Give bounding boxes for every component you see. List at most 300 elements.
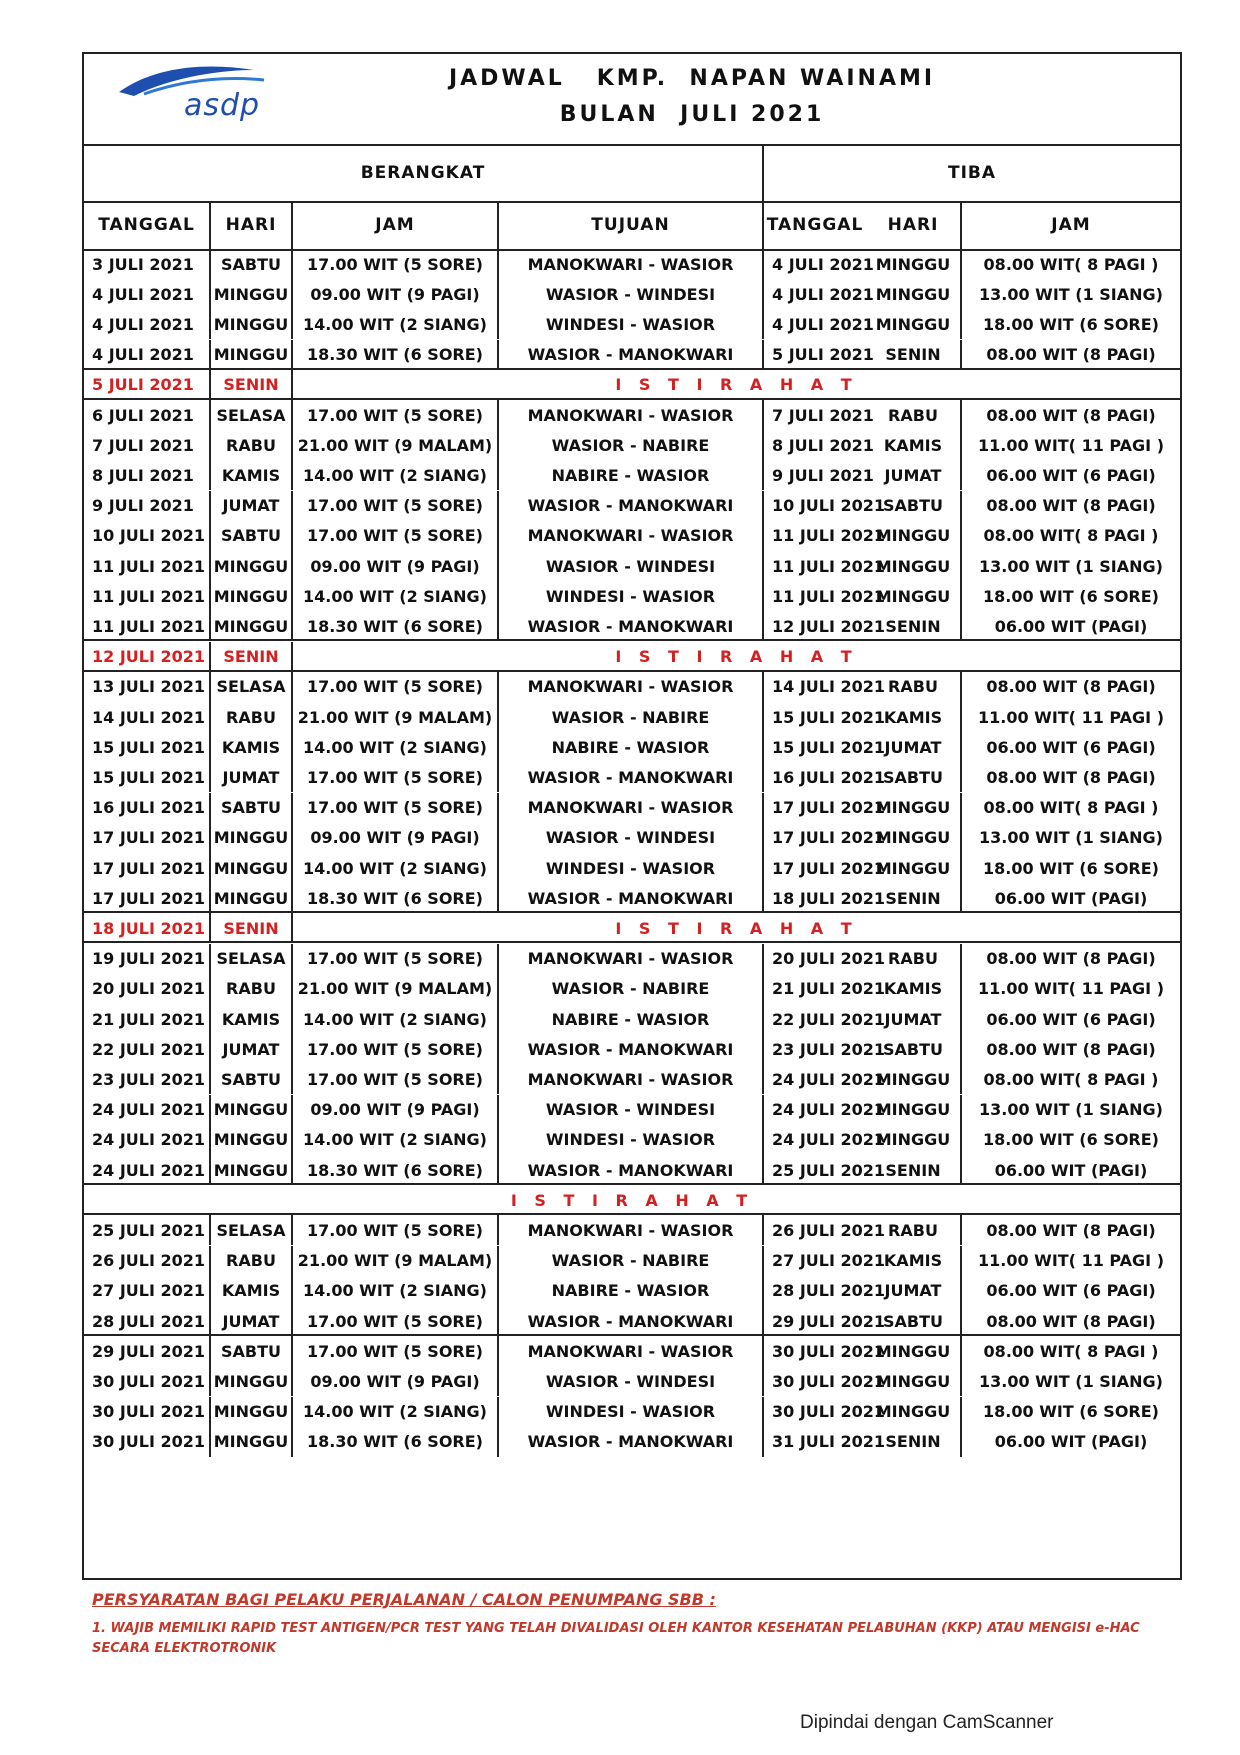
arrive-day-cell: MINGGU xyxy=(875,1069,951,1089)
depart-day-cell: JUMAT xyxy=(222,1311,280,1331)
arrive-day-cell: RABU xyxy=(888,405,938,425)
depart-time-cell: 17.00 WIT (5 SORE) xyxy=(307,677,483,697)
table-row xyxy=(84,974,1180,1004)
depart-day-cell: JUMAT xyxy=(222,767,280,787)
depart-time-cell: 17.00 WIT (5 SORE) xyxy=(307,254,483,274)
depart-date-cell: 13 JULI 2021 xyxy=(92,677,206,697)
depart-time-cell: 17.00 WIT (5 SORE) xyxy=(307,526,483,546)
depart-date-cell: 11 JULI 2021 xyxy=(92,586,206,606)
depart-day-cell: SELASA xyxy=(216,949,286,969)
route-cell: WASIOR - MANOKWARI xyxy=(527,1311,734,1331)
depart-time-cell: 14.00 WIT (2 SIANG) xyxy=(303,465,487,485)
arrive-date-cell: 24 JULI 2021 xyxy=(772,1069,886,1089)
arrive-time-cell: 18.00 WIT (6 SORE) xyxy=(983,858,1159,878)
arrive-date-cell: 17 JULI 2021 xyxy=(772,798,886,818)
route-cell: WASIOR - MANOKWARI xyxy=(527,345,734,365)
arrive-time-cell: 06.00 WIT (6 PAGI) xyxy=(986,1009,1156,1029)
logo-text: asdp xyxy=(184,88,261,123)
arrive-date-cell: 15 JULI 2021 xyxy=(772,737,886,757)
arrive-time-cell: 13.00 WIT (1 SIANG) xyxy=(979,1100,1163,1120)
col-header-depart-day: HARI xyxy=(225,215,277,235)
table-row xyxy=(84,823,1180,853)
route-cell: WASIOR - NABIRE xyxy=(551,435,710,455)
arrive-date-cell: 9 JULI 2021 xyxy=(772,465,874,485)
arrive-day-cell: MINGGU xyxy=(875,1402,951,1422)
route-cell: NABIRE - WASIOR xyxy=(551,465,710,485)
arrive-date-cell: 4 JULI 2021 xyxy=(772,254,874,274)
route-cell: WASIOR - WINDESI xyxy=(545,828,716,848)
arrive-time-cell: 06.00 WIT (PAGI) xyxy=(994,888,1148,908)
depart-day-cell: SABTU xyxy=(220,1341,281,1361)
route-cell: WASIOR - MANOKWARI xyxy=(527,888,734,908)
arrive-day-cell: SENIN xyxy=(885,345,941,365)
depart-day-cell: MINGGU xyxy=(213,1402,289,1422)
depart-day-cell: SENIN xyxy=(223,375,279,395)
rest-label: I S T I R A H A T xyxy=(615,375,858,395)
depart-date-cell: 21 JULI 2021 xyxy=(92,1009,206,1029)
depart-time-cell: 18.30 WIT (6 SORE) xyxy=(307,1432,483,1452)
route-cell: WINDESI - WASIOR xyxy=(545,586,716,606)
title-block xyxy=(84,54,1180,146)
table-row xyxy=(84,1125,1180,1155)
arrive-time-cell: 08.00 WIT (8 PAGI) xyxy=(986,1039,1156,1059)
table-row xyxy=(84,853,1180,883)
arrive-day-cell: MINGGU xyxy=(875,1371,951,1391)
arrive-time-cell: 11.00 WIT( 11 PAGI ) xyxy=(977,435,1165,455)
depart-day-cell: KAMIS xyxy=(221,465,281,485)
arrive-date-cell: 7 JULI 2021 xyxy=(772,405,874,425)
depart-date-cell: 30 JULI 2021 xyxy=(92,1371,206,1391)
arrive-day-cell: KAMIS xyxy=(883,435,943,455)
arrive-group-header: TIBA xyxy=(947,162,997,183)
arrive-date-cell: 11 JULI 2021 xyxy=(772,586,886,606)
arrive-date-cell: 8 JULI 2021 xyxy=(772,435,874,455)
rest-row xyxy=(84,913,1180,943)
depart-time-cell: 17.00 WIT (5 SORE) xyxy=(307,949,483,969)
depart-time-cell: 21.00 WIT (9 MALAM) xyxy=(297,1251,493,1271)
depart-date-cell: 19 JULI 2021 xyxy=(92,949,206,969)
depart-date-cell: 14 JULI 2021 xyxy=(92,707,206,727)
depart-day-cell: MINGGU xyxy=(213,1371,289,1391)
depart-time-cell: 14.00 WIT (2 SIANG) xyxy=(303,1281,487,1301)
rest-row xyxy=(84,370,1180,400)
depart-time-cell: 18.30 WIT (6 SORE) xyxy=(307,345,483,365)
depart-date-cell: 30 JULI 2021 xyxy=(92,1432,206,1452)
arrive-time-cell: 18.00 WIT (6 SORE) xyxy=(983,1402,1159,1422)
table-row xyxy=(84,249,1180,279)
depart-date-cell: 10 JULI 2021 xyxy=(92,526,206,546)
arrive-time-cell: 06.00 WIT (6 PAGI) xyxy=(986,1281,1156,1301)
arrive-time-cell: 06.00 WIT (PAGI) xyxy=(994,1160,1148,1180)
arrive-date-cell: 4 JULI 2021 xyxy=(772,314,874,334)
arrive-time-cell: 08.00 WIT( 8 PAGI ) xyxy=(983,1069,1159,1089)
document-subtitle: BULAN JULI 2021 xyxy=(559,102,825,127)
col-header-route: TUJUAN xyxy=(591,215,670,235)
arrive-time-cell: 08.00 WIT (8 PAGI) xyxy=(986,345,1156,365)
route-cell: WINDESI - WASIOR xyxy=(545,1402,716,1422)
arrive-day-cell: MINGGU xyxy=(875,798,951,818)
depart-date-cell: 22 JULI 2021 xyxy=(92,1039,206,1059)
arrive-time-cell: 08.00 WIT (8 PAGI) xyxy=(986,1220,1156,1240)
arrive-day-cell: MINGGU xyxy=(875,586,951,606)
depart-date-cell: 29 JULI 2021 xyxy=(92,1341,206,1361)
table-row xyxy=(84,400,1180,430)
depart-day-cell: MINGGU xyxy=(213,556,289,576)
arrive-day-cell: KAMIS xyxy=(883,707,943,727)
arrive-date-cell: 17 JULI 2021 xyxy=(772,828,886,848)
depart-day-cell: MINGGU xyxy=(213,314,289,334)
route-cell: NABIRE - WASIOR xyxy=(551,1009,710,1029)
requirements-heading: PERSYARATAN BAGI PELAKU PERJALANAN / CALON PENUMPANG SBB : xyxy=(92,1590,716,1609)
route-cell: MANOKWARI - WASIOR xyxy=(527,798,734,818)
table-row xyxy=(84,340,1180,370)
table-row xyxy=(84,793,1180,823)
depart-time-cell: 14.00 WIT (2 SIANG) xyxy=(303,1009,487,1029)
depart-day-cell: RABU xyxy=(226,1251,276,1271)
depart-date-cell: 4 JULI 2021 xyxy=(92,314,194,334)
depart-time-cell: 17.00 WIT (5 SORE) xyxy=(307,798,483,818)
depart-time-cell: 14.00 WIT (2 SIANG) xyxy=(303,858,487,878)
arrive-time-cell: 08.00 WIT (8 PAGI) xyxy=(986,1311,1156,1331)
arrive-day-cell: MINGGU xyxy=(875,1100,951,1120)
depart-day-cell: SABTU xyxy=(220,798,281,818)
depart-date-cell: 26 JULI 2021 xyxy=(92,1251,206,1271)
table-row xyxy=(84,460,1180,490)
arrive-date-cell: 18 JULI 2021 xyxy=(772,888,886,908)
arrive-day-cell: MINGGU xyxy=(875,526,951,546)
arrive-day-cell: KAMIS xyxy=(883,979,943,999)
route-cell: WASIOR - MANOKWARI xyxy=(527,496,734,516)
route-cell: WASIOR - MANOKWARI xyxy=(527,1160,734,1180)
depart-date-cell: 18 JULI 2021 xyxy=(92,918,206,938)
route-cell: MANOKWARI - WASIOR xyxy=(527,526,734,546)
depart-day-cell: MINGGU xyxy=(213,888,289,908)
arrive-date-cell: 25 JULI 2021 xyxy=(772,1160,886,1180)
depart-day-cell: JUMAT xyxy=(222,1039,280,1059)
table-row xyxy=(84,1246,1180,1276)
depart-time-cell: 18.30 WIT (6 SORE) xyxy=(307,616,483,636)
depart-day-cell: MINGGU xyxy=(213,828,289,848)
arrive-date-cell: 20 JULI 2021 xyxy=(772,949,886,969)
arrive-date-cell: 29 JULI 2021 xyxy=(772,1311,886,1331)
depart-date-cell: 20 JULI 2021 xyxy=(92,979,206,999)
depart-day-cell: MINGGU xyxy=(213,284,289,304)
col-header-depart-time: JAM xyxy=(375,215,415,235)
arrive-time-cell: 08.00 WIT (8 PAGI) xyxy=(986,949,1156,969)
depart-time-cell: 17.00 WIT (5 SORE) xyxy=(307,1220,483,1240)
depart-day-cell: MINGGU xyxy=(213,858,289,878)
col-header-arrive-time: JAM xyxy=(1051,215,1091,235)
depart-time-cell: 09.00 WIT (9 PAGI) xyxy=(310,828,480,848)
depart-date-cell: 6 JULI 2021 xyxy=(92,405,194,425)
depart-time-cell: 17.00 WIT (5 SORE) xyxy=(307,1069,483,1089)
table-row xyxy=(84,1336,1180,1366)
table-row xyxy=(84,1427,1180,1457)
table-row xyxy=(84,1397,1180,1427)
depart-day-cell: MINGGU xyxy=(213,586,289,606)
depart-date-cell: 17 JULI 2021 xyxy=(92,828,206,848)
arrive-time-cell: 06.00 WIT (PAGI) xyxy=(994,1432,1148,1452)
schedule-sheet xyxy=(82,52,1182,1580)
arrive-day-cell: JUMAT xyxy=(884,1281,942,1301)
arrive-day-cell: RABU xyxy=(888,677,938,697)
table-row xyxy=(84,1004,1180,1034)
depart-date-cell: 4 JULI 2021 xyxy=(92,345,194,365)
arrive-date-cell: 26 JULI 2021 xyxy=(772,1220,886,1240)
rest-label: I S T I R A H A T xyxy=(615,647,858,667)
depart-time-cell: 21.00 WIT (9 MALAM) xyxy=(297,707,493,727)
arrive-time-cell: 08.00 WIT( 8 PAGI ) xyxy=(983,254,1159,274)
arrive-time-cell: 06.00 WIT (PAGI) xyxy=(994,616,1148,636)
depart-time-cell: 18.30 WIT (6 SORE) xyxy=(307,888,483,908)
table-row xyxy=(84,883,1180,913)
depart-date-cell: 7 JULI 2021 xyxy=(92,435,194,455)
arrive-date-cell: 14 JULI 2021 xyxy=(772,677,886,697)
column-header-row xyxy=(84,201,1180,251)
table-row xyxy=(84,944,1180,974)
table-row xyxy=(84,309,1180,339)
route-cell: WASIOR - NABIRE xyxy=(551,979,710,999)
rest-label: I S T I R A H A T xyxy=(615,918,858,938)
depart-group-header: BERANGKAT xyxy=(360,162,486,183)
depart-day-cell: MINGGU xyxy=(213,345,289,365)
route-cell: NABIRE - WASIOR xyxy=(551,737,710,757)
table-row xyxy=(84,430,1180,460)
route-cell: WASIOR - WINDESI xyxy=(545,556,716,576)
table-row xyxy=(84,491,1180,521)
table-row xyxy=(84,1064,1180,1094)
arrive-date-cell: 17 JULI 2021 xyxy=(772,858,886,878)
depart-time-cell: 14.00 WIT (2 SIANG) xyxy=(303,1402,487,1422)
depart-day-cell: MINGGU xyxy=(213,616,289,636)
depart-time-cell: 09.00 WIT (9 PAGI) xyxy=(310,284,480,304)
arrive-date-cell: 12 JULI 2021 xyxy=(772,616,886,636)
depart-day-cell: SELASA xyxy=(216,405,286,425)
depart-time-cell: 17.00 WIT (5 SORE) xyxy=(307,1311,483,1331)
table-row xyxy=(84,1095,1180,1125)
table-row xyxy=(84,279,1180,309)
arrive-day-cell: MINGGU xyxy=(875,284,951,304)
arrive-time-cell: 13.00 WIT (1 SIANG) xyxy=(979,828,1163,848)
arrive-day-cell: JUMAT xyxy=(884,737,942,757)
arrive-time-cell: 08.00 WIT (8 PAGI) xyxy=(986,405,1156,425)
depart-date-cell: 28 JULI 2021 xyxy=(92,1311,206,1331)
arrive-time-cell: 08.00 WIT (8 PAGI) xyxy=(986,496,1156,516)
table-row xyxy=(84,762,1180,792)
depart-day-cell: KAMIS xyxy=(221,1281,281,1301)
route-cell: WASIOR - WINDESI xyxy=(545,1100,716,1120)
arrive-time-cell: 08.00 WIT (8 PAGI) xyxy=(986,767,1156,787)
arrive-time-cell: 08.00 WIT (8 PAGI) xyxy=(986,677,1156,697)
arrive-day-cell: SABTU xyxy=(882,767,943,787)
depart-date-cell: 15 JULI 2021 xyxy=(92,767,206,787)
route-cell: WASIOR - MANOKWARI xyxy=(527,616,734,636)
depart-time-cell: 17.00 WIT (5 SORE) xyxy=(307,767,483,787)
arrive-day-cell: JUMAT xyxy=(884,1009,942,1029)
requirement-item: 1. WAJIB MEMILIKI RAPID TEST ANTIGEN/PCR TEST YANG TELAH DIVALIDASI OLEH KANTOR KESEHATAN PELABUHAN (KKP) ATAU MENGISI e-HAC SECARA ELEKTROTRONIK xyxy=(92,1621,1140,1656)
arrive-time-cell: 11.00 WIT( 11 PAGI ) xyxy=(977,1251,1165,1271)
arrive-time-cell: 18.00 WIT (6 SORE) xyxy=(983,1130,1159,1150)
depart-day-cell: RABU xyxy=(226,979,276,999)
depart-day-cell: MINGGU xyxy=(213,1100,289,1120)
depart-day-cell: SENIN xyxy=(223,918,279,938)
arrive-date-cell: 30 JULI 2021 xyxy=(772,1371,886,1391)
depart-time-cell: 17.00 WIT (5 SORE) xyxy=(307,496,483,516)
arrive-date-cell: 4 JULI 2021 xyxy=(772,284,874,304)
arrive-date-cell: 31 JULI 2021 xyxy=(772,1432,886,1452)
depart-day-cell: KAMIS xyxy=(221,737,281,757)
arrive-date-cell: 23 JULI 2021 xyxy=(772,1039,886,1059)
arrive-time-cell: 06.00 WIT (6 PAGI) xyxy=(986,465,1156,485)
arrive-day-cell: KAMIS xyxy=(883,1251,943,1271)
arrive-day-cell: MINGGU xyxy=(875,858,951,878)
depart-day-cell: RABU xyxy=(226,435,276,455)
table-row xyxy=(84,1306,1180,1336)
depart-day-cell: SABTU xyxy=(220,1069,281,1089)
depart-day-cell: SENIN xyxy=(223,647,279,667)
depart-date-cell: 27 JULI 2021 xyxy=(92,1281,206,1301)
depart-date-cell: 24 JULI 2021 xyxy=(92,1130,206,1150)
arrive-day-cell: JUMAT xyxy=(884,465,942,485)
arrive-day-cell: MINGGU xyxy=(875,314,951,334)
table-row xyxy=(84,1366,1180,1396)
arrive-date-cell: 10 JULI 2021 xyxy=(772,496,886,516)
table-row xyxy=(84,672,1180,702)
route-cell: WINDESI - WASIOR xyxy=(545,1130,716,1150)
arrive-day-cell: SABTU xyxy=(882,496,943,516)
depart-time-cell: 21.00 WIT (9 MALAM) xyxy=(297,979,493,999)
depart-time-cell: 18.30 WIT (6 SORE) xyxy=(307,1160,483,1180)
arrive-day-cell: RABU xyxy=(888,949,938,969)
depart-date-cell: 15 JULI 2021 xyxy=(92,737,206,757)
depart-date-cell: 5 JULI 2021 xyxy=(92,375,194,395)
depart-day-cell: MINGGU xyxy=(213,1432,289,1452)
depart-time-cell: 17.00 WIT (5 SORE) xyxy=(307,1039,483,1059)
arrive-day-cell: SABTU xyxy=(882,1039,943,1059)
arrive-date-cell: 30 JULI 2021 xyxy=(772,1402,886,1422)
col-header-arrive-day: HARI xyxy=(887,215,939,235)
depart-date-cell: 3 JULI 2021 xyxy=(92,254,194,274)
arrive-time-cell: 13.00 WIT (1 SIANG) xyxy=(979,1371,1163,1391)
depart-day-cell: RABU xyxy=(226,707,276,727)
route-cell: WINDESI - WASIOR xyxy=(545,314,716,334)
depart-time-cell: 09.00 WIT (9 PAGI) xyxy=(310,1371,480,1391)
depart-time-cell: 14.00 WIT (2 SIANG) xyxy=(303,737,487,757)
route-cell: MANOKWARI - WASIOR xyxy=(527,1341,734,1361)
route-cell: WINDESI - WASIOR xyxy=(545,858,716,878)
arrive-day-cell: RABU xyxy=(888,1220,938,1240)
depart-date-cell: 4 JULI 2021 xyxy=(92,284,194,304)
depart-day-cell: JUMAT xyxy=(222,496,280,516)
arrive-date-cell: 22 JULI 2021 xyxy=(772,1009,886,1029)
arrive-day-cell: SENIN xyxy=(885,1160,941,1180)
depart-day-cell: MINGGU xyxy=(213,1160,289,1180)
arrive-day-cell: SENIN xyxy=(885,616,941,636)
depart-day-cell: KAMIS xyxy=(221,1009,281,1029)
table-row xyxy=(84,732,1180,762)
depart-day-cell: SELASA xyxy=(216,1220,286,1240)
table-row xyxy=(84,1155,1180,1185)
arrive-time-cell: 11.00 WIT( 11 PAGI ) xyxy=(977,707,1165,727)
depart-time-cell: 09.00 WIT (9 PAGI) xyxy=(310,556,480,576)
arrive-time-cell: 11.00 WIT( 11 PAGI ) xyxy=(977,979,1165,999)
depart-date-cell: 16 JULI 2021 xyxy=(92,798,206,818)
table-row xyxy=(84,1276,1180,1306)
depart-date-cell: 17 JULI 2021 xyxy=(92,888,206,908)
route-cell: WASIOR - MANOKWARI xyxy=(527,1039,734,1059)
arrive-date-cell: 11 JULI 2021 xyxy=(772,556,886,576)
col-header-arrive-date: TANGGAL xyxy=(766,215,864,235)
arrive-date-cell: 30 JULI 2021 xyxy=(772,1341,886,1361)
depart-time-cell: 14.00 WIT (2 SIANG) xyxy=(303,1130,487,1150)
depart-time-cell: 17.00 WIT (5 SORE) xyxy=(307,405,483,425)
document-title: JADWAL KMP. NAPAN WAINAMI xyxy=(448,66,936,91)
col-header-depart-date: TANGGAL xyxy=(98,215,195,235)
route-cell: MANOKWARI - WASIOR xyxy=(527,949,734,969)
arrive-day-cell: SABTU xyxy=(882,1311,943,1331)
arrive-day-cell: MINGGU xyxy=(875,1130,951,1150)
table-row xyxy=(84,581,1180,611)
arrive-day-cell: MINGGU xyxy=(875,254,951,274)
rest-row xyxy=(84,1185,1180,1215)
arrive-day-cell: MINGGU xyxy=(875,556,951,576)
arrive-date-cell: 27 JULI 2021 xyxy=(772,1251,886,1271)
table-row xyxy=(84,1215,1180,1245)
arrive-day-cell: SENIN xyxy=(885,1432,941,1452)
depart-date-cell: 24 JULI 2021 xyxy=(92,1100,206,1120)
scanner-note: Dipindai dengan CamScanner xyxy=(800,1712,1054,1733)
arrive-time-cell: 06.00 WIT (6 PAGI) xyxy=(986,737,1156,757)
depart-time-cell: 21.00 WIT (9 MALAM) xyxy=(297,435,493,455)
arrive-time-cell: 08.00 WIT( 8 PAGI ) xyxy=(983,798,1159,818)
depart-time-cell: 14.00 WIT (2 SIANG) xyxy=(303,586,487,606)
depart-date-cell: 12 JULI 2021 xyxy=(92,647,206,667)
depart-date-cell: 9 JULI 2021 xyxy=(92,496,194,516)
depart-time-cell: 14.00 WIT (2 SIANG) xyxy=(303,314,487,334)
route-cell: WASIOR - NABIRE xyxy=(551,1251,710,1271)
arrive-date-cell: 11 JULI 2021 xyxy=(772,526,886,546)
rest-row xyxy=(84,642,1180,672)
arrive-date-cell: 24 JULI 2021 xyxy=(772,1130,886,1150)
depart-date-cell: 8 JULI 2021 xyxy=(92,465,194,485)
depart-day-cell: SELASA xyxy=(216,677,286,697)
arrive-time-cell: 13.00 WIT (1 SIANG) xyxy=(979,556,1163,576)
requirements-section xyxy=(92,1590,1172,1659)
arrive-day-cell: SENIN xyxy=(885,888,941,908)
arrive-date-cell: 5 JULI 2021 xyxy=(772,345,874,365)
route-cell: MANOKWARI - WASIOR xyxy=(527,677,734,697)
depart-date-cell: 11 JULI 2021 xyxy=(92,556,206,576)
arrive-date-cell: 21 JULI 2021 xyxy=(772,979,886,999)
route-cell: WASIOR - WINDESI xyxy=(545,284,716,304)
table-row xyxy=(84,1034,1180,1064)
route-cell: WASIOR - MANOKWARI xyxy=(527,767,734,787)
arrive-time-cell: 08.00 WIT( 8 PAGI ) xyxy=(983,1341,1159,1361)
depart-date-cell: 25 JULI 2021 xyxy=(92,1220,206,1240)
depart-time-cell: 09.00 WIT (9 PAGI) xyxy=(310,1100,480,1120)
depart-date-cell: 11 JULI 2021 xyxy=(92,616,206,636)
arrive-date-cell: 15 JULI 2021 xyxy=(772,707,886,727)
depart-date-cell: 17 JULI 2021 xyxy=(92,858,206,878)
arrive-date-cell: 24 JULI 2021 xyxy=(772,1100,886,1120)
depart-date-cell: 23 JULI 2021 xyxy=(92,1069,206,1089)
arrive-time-cell: 13.00 WIT (1 SIANG) xyxy=(979,284,1163,304)
depart-day-cell: MINGGU xyxy=(213,1130,289,1150)
arrive-day-cell: MINGGU xyxy=(875,828,951,848)
arrive-date-cell: 16 JULI 2021 xyxy=(772,767,886,787)
table-row xyxy=(84,521,1180,551)
route-cell: WASIOR - WINDESI xyxy=(545,1371,716,1391)
